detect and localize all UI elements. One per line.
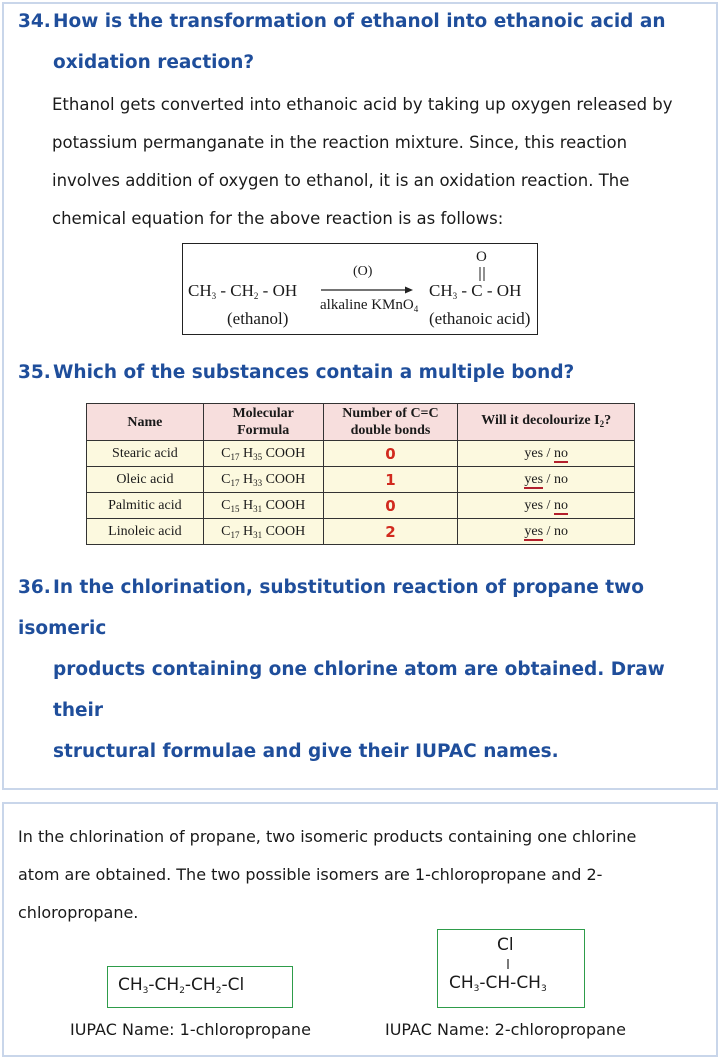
question-34-title-line1: How is the transformation of ethanol into ethanoic acid an — [53, 11, 666, 32]
reactant-formula: $CH_3 - CH_2$ - OH — [188, 281, 298, 301]
iupac-name-2: IUPAC Name: 2-chloropropane — [385, 1020, 626, 1039]
double-bond-count: 0 — [323, 441, 458, 467]
decolourize-answer: yes / no — [458, 441, 635, 467]
product-formula: $CH_3$ - C - OH — [429, 281, 522, 301]
header-double-bonds: Number of C=C double bonds — [323, 404, 458, 441]
double-bond-icon — [477, 267, 487, 281]
answer-36 — [18, 818, 702, 932]
answer-line: chloropropane. — [18, 903, 139, 922]
chemical-equation-box — [182, 243, 538, 335]
formula-2-chloropropane: $CH_3-CH-CH_3$ — [449, 973, 547, 994]
question-34 — [18, 1, 706, 83]
table-header-row — [87, 404, 635, 441]
molecular-formula: $C_{15}$ $H_{31}$ COOH — [203, 493, 323, 519]
molecular-formula: $C_{17}$ $H_{31}$ COOH — [203, 519, 323, 545]
double-bond-count: 1 — [323, 467, 458, 493]
header-name: Name — [87, 404, 204, 441]
formula-1-chloropropane: $CH_3-CH_2-CH_2-Cl$ — [118, 975, 245, 996]
single-bond-icon — [506, 959, 510, 969]
double-bond-count: 0 — [323, 493, 458, 519]
question-36-title-line3: structural formulae and give their IUPAC names. — [53, 741, 559, 762]
substance-name: Palmitic acid — [87, 493, 204, 519]
decolourize-answer: yes / no — [458, 493, 635, 519]
answer-line: chemical equation for the above reaction is as follows: — [52, 209, 504, 228]
question-36-title-line2: products containing one chlorine atom are obtained. Draw their — [53, 659, 665, 721]
question-35-title: Which of the substances contain a multiple bond? — [53, 362, 575, 383]
question-34-title-line2: oxidation reaction? — [53, 52, 255, 73]
question-number: 34. — [18, 11, 51, 32]
answer-line: potassium permanganate in the reaction mixture. Since, this reaction — [52, 133, 628, 152]
answer-line: Ethanol gets converted into ethanoic acid by taking up oxygen released by — [52, 95, 673, 114]
chlorine-substituent: Cl — [497, 935, 514, 955]
table-row — [87, 493, 635, 519]
header-formula: Molecular Formula — [203, 404, 323, 441]
question-number: 35. — [18, 362, 51, 383]
decolourize-answer: yes / no — [458, 467, 635, 493]
molecular-formula: $C_{17}$ $H_{33}$ COOH — [203, 467, 323, 493]
table-row — [87, 467, 635, 493]
double-bond-count: 2 — [323, 519, 458, 545]
molecular-formula: $C_{17}$ $H_{35}$ COOH — [203, 441, 323, 467]
product-name: (ethanoic acid) — [429, 309, 531, 328]
carbonyl-oxygen: O — [476, 249, 487, 265]
answer-34 — [52, 86, 700, 238]
decolourize-answer: yes / no — [458, 519, 635, 545]
reactant-name: (ethanol) — [227, 309, 289, 328]
table-row — [87, 519, 635, 545]
arrow-below-label: alkaline KMnO$_4$ — [320, 297, 419, 314]
answer-line: atom are obtained. The two possible isomers are 1-chloropropane and 2- — [18, 865, 603, 884]
arrow-above-label: (O) — [353, 264, 373, 279]
substance-name: Stearic acid — [87, 441, 204, 467]
substance-name: Oleic acid — [87, 467, 204, 493]
table-row — [87, 441, 635, 467]
header-decolourize: Will it decolourize $I_2$? — [458, 404, 635, 441]
answer-line: involves addition of oxygen to ethanol, it is an oxidation reaction. The — [52, 171, 630, 190]
iupac-name-1: IUPAC Name: 1-chloropropane — [70, 1020, 311, 1039]
question-36-line1 — [18, 567, 706, 649]
answer-line: In the chlorination of propane, two isomeric products containing one chlorine — [18, 827, 637, 846]
question-35 — [18, 352, 706, 393]
question-36-title-line1: In the chlorination, substitution reaction of propane two isomeric — [18, 577, 644, 639]
substance-name: Linoleic acid — [87, 519, 204, 545]
question-number: 36. — [18, 577, 51, 598]
substances-table — [86, 403, 635, 545]
question-34-line1 — [18, 1, 706, 42]
formula-box-1-chloropropane — [107, 966, 293, 1008]
question-36 — [18, 567, 706, 772]
reaction-arrow — [321, 285, 413, 295]
formula-box-2-chloropropane — [437, 929, 585, 1008]
